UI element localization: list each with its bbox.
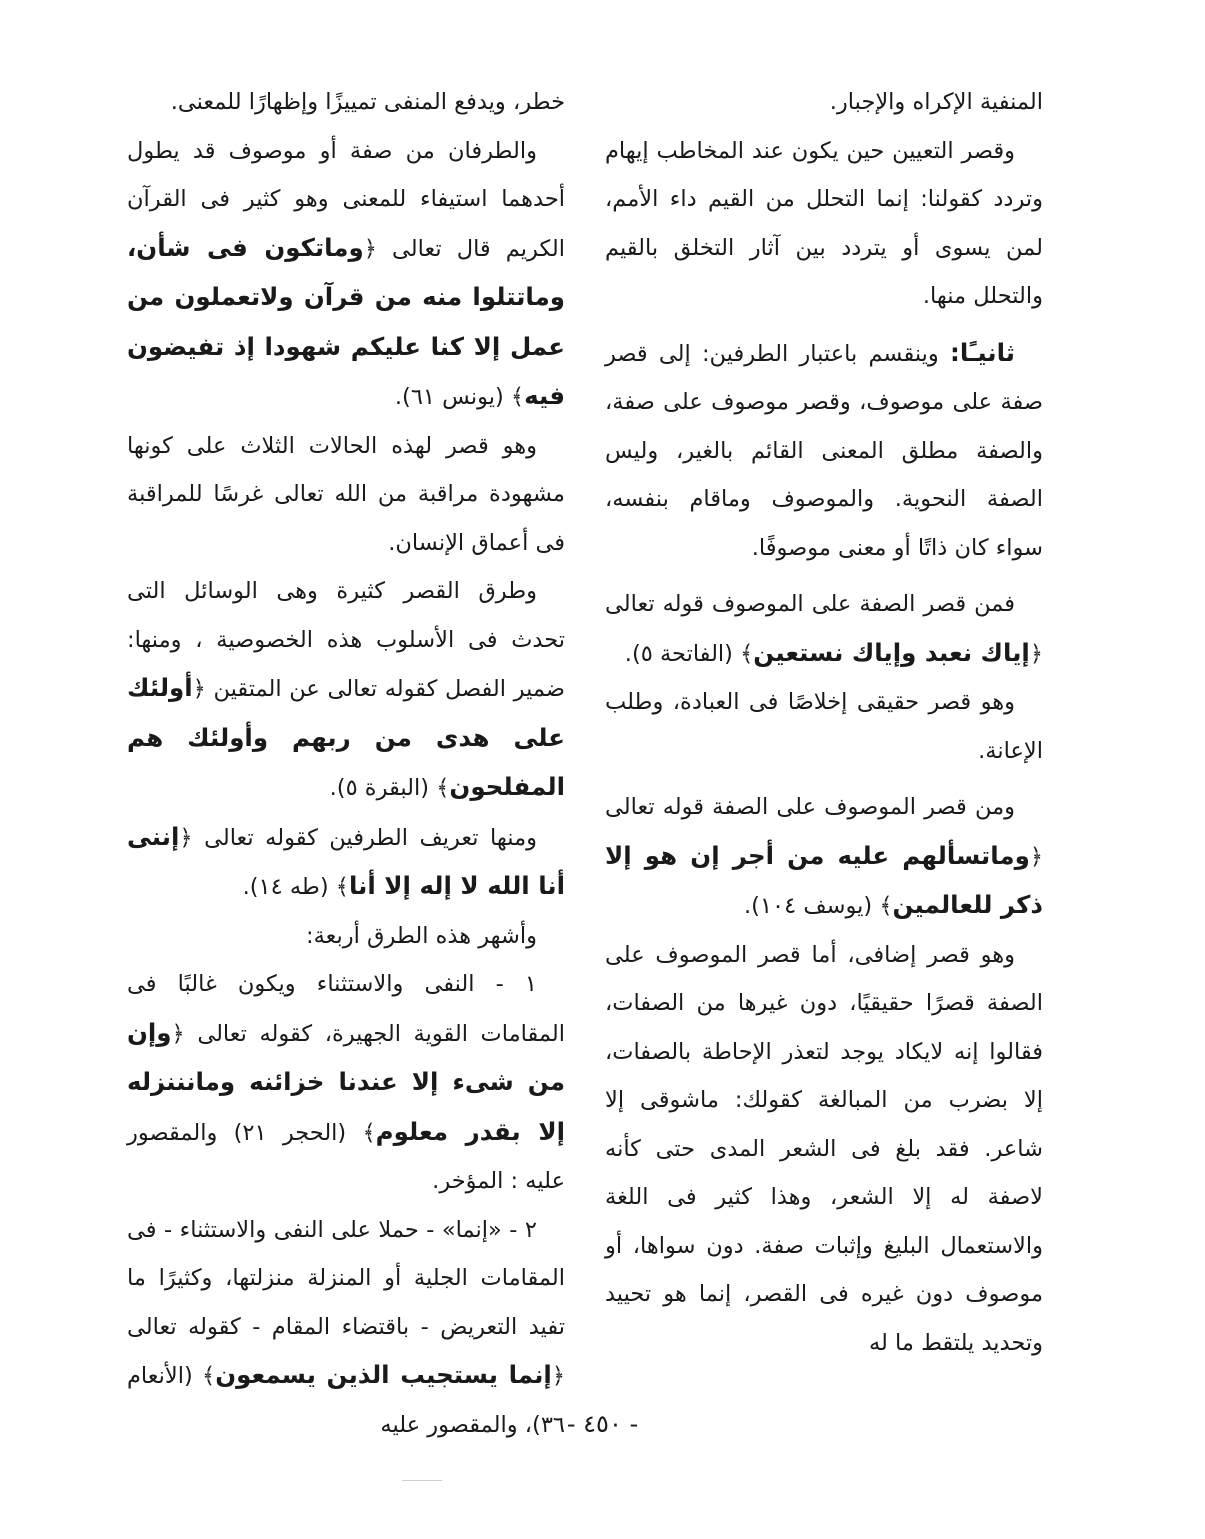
quran-verse: أولئك على هدى من ربهم وأولئك هم المفلحون (127, 673, 565, 801)
paragraph (127, 422, 565, 568)
paragraph-text: وطرق القصر كثيرة وهى الوسائل التى تحدث فى الأسلوب هذه الخصوصية ، ومنها: ضمير الفصل كقوله تعالى عن المتقين ﴿ (127, 578, 565, 702)
section-heading: ثانيـًا: (950, 337, 1015, 367)
verse-citation: ﴾ (البقرة ٥). (329, 775, 450, 801)
paragraph-text: ٢ - «إنما» - حملا على النفى والاستثناء - فى المقامات الجلية أو المنزلة منزلتها، وكثيرًا ما تفيد التعريض - باقتضاء المقام - كقوله تعالى ﴿ (127, 1216, 565, 1389)
page-number: - ٤٥٠ - (566, 1410, 639, 1438)
paragraph (605, 580, 1043, 678)
paragraph (127, 912, 565, 961)
left-column (127, 78, 565, 1449)
paragraph-text: وقصر التعيين حين يكون عند المخاطب إيهام وتردد كقولنا: إنما التحلل من القيم داء الأمم، لمن يسوى أو يتردد بين آثار التخلق بالقيم والتحلل منها. (605, 137, 1043, 309)
paragraph-text: خطر، ويدفع المنفى تمييزًا وإظهارًا للمعنى. (170, 89, 565, 115)
paragraph-text: فمن قصر الصفة على الموصوف قوله تعالى ﴿ (605, 591, 1043, 667)
paragraph-text: وينقسم باعتبار الطرفين: إلى قصر صفة على موصوف، وقصر موصوف على صفة، والصفة مطلق المعنى القائم بالغير، وليس الصفة النحوية. والموصوف وماقام بنفسه، سواء كان ذاتًا أو معنى موصوفًا. (605, 340, 1043, 561)
verse-citation: ﴾ (يونس ٦١). (394, 384, 525, 410)
quran-verse: وماتسألهم عليه من أجر إن هو إلا ذكر للعالمين (605, 840, 1043, 919)
paragraph (605, 931, 1043, 1368)
paragraph (605, 329, 1043, 573)
quran-verse: وماتكون فى شأن، وماتتلوا منه من قرآن ولاتعملون من عمل إلا كنا عليكم شهودا إذ تفيضون فيه (127, 232, 565, 410)
quran-verse: إنما يستجيب الذين يسمعون (215, 1360, 552, 1389)
verse-citation: ﴾ (يوسف ١٠٤). (744, 893, 893, 919)
quran-verse: إننى أنا الله لا إله إلا أنا (127, 821, 565, 900)
paragraph (605, 678, 1043, 775)
paragraph-text: المنفية الإكراه والإجبار. (829, 89, 1043, 115)
quran-verse: إياك نعبد وإياك نستعين (753, 637, 1030, 667)
paragraph-text: وهو قصر حقيقى إخلاصًا فى العبادة، وطلب الإعانة. (605, 689, 1043, 764)
paragraph-text: وأشهر هذه الطرق أربعة: (306, 922, 537, 949)
paragraph (127, 960, 565, 1206)
verse-citation: ﴾ (الحجر ٢١) والمقصور عليه : المؤخر. (127, 1119, 565, 1194)
scan-mark (402, 1480, 442, 1481)
right-column (605, 78, 1043, 1367)
paragraph-text: ومنها تعريف الطرفين كقوله تعالى ﴿ (179, 824, 537, 851)
paragraph (127, 567, 565, 813)
paragraph (605, 78, 1043, 127)
verse-citation: ﴾ (الأنعام ٣٦)، والمقصور عليه (127, 1363, 565, 1438)
paragraph-text: ١ - النفى والاستثناء ويكون غالبًا فى المقامات القوية الجهيرة، كقوله تعالى ﴿ (127, 971, 565, 1047)
verse-citation: ﴾ (الفاتحة ٥). (624, 640, 754, 667)
quran-verse: وإن من شىء إلا عندنا خزائنه ومانننزله إلا بقدر معلوم (127, 1017, 566, 1146)
paragraph-text: وهو قصر لهذه الحالات الثلاث على كونها مشهودة مراقبة من الله تعالى غرسًا للمراقبة فى أعماق الإنسان. (127, 432, 565, 556)
paragraph (605, 783, 1043, 931)
verse-citation: ﴾ (طه ١٤). (242, 874, 349, 900)
paragraph-text: والطرفان من صفة أو موصوف قد يطول أحدهما استيفاء للمعنى وهو كثير فى القرآن الكريم قال تعالى ﴿ (127, 137, 565, 262)
paragraph (127, 78, 565, 127)
paragraph (605, 127, 1043, 321)
paragraph-text: وهو قصر إضافى، أما قصر الموصوف على الصفة قصرًا حقيقيًا، دون غيرها من الصفات، فقالوا إنه لايكاد يوجد لتعذر الإحاطة بالصفات، إلا بضرب من المبالغة كقولك: ماشوقى إلا شاعر. فقد بلغ فى الشعر المدى حتى كأنه لاصفة له إلا الشعر، وهذا كثير فى اللغة والاستعمال البليغ وإثبات صفة. دون سواها، أو موصوف دون غيره فى القصر، إنما هو تحييد وتحديد يلتقط ما له (605, 941, 1043, 1356)
paragraph (127, 127, 565, 422)
paragraph-text: ومن قصر الموصوف على الصفة قوله تعالى ﴿ (605, 794, 1043, 870)
paragraph (127, 813, 565, 912)
